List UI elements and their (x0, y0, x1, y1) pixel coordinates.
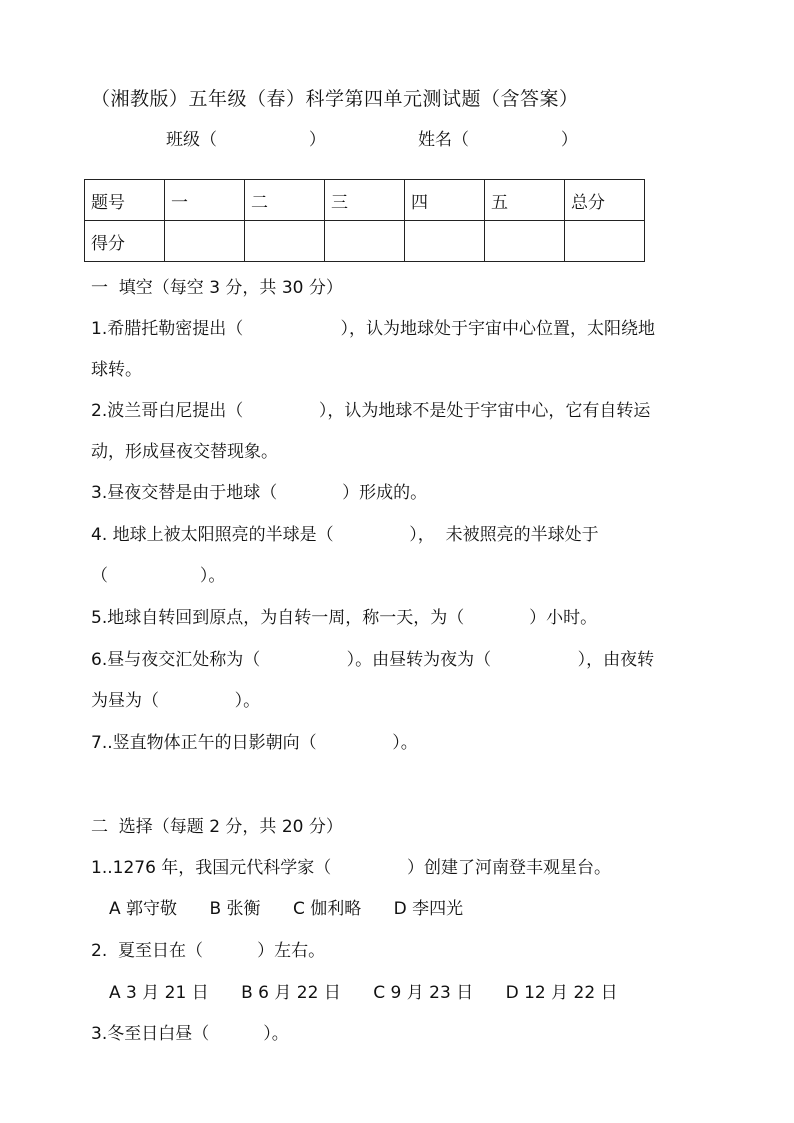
section1-heading: 一 填空（每空 3 分，共 30 分） (91, 278, 343, 298)
score-row-label: 得分 (85, 221, 165, 262)
question-line: 球转。 (91, 360, 142, 380)
score-cell[interactable] (405, 221, 485, 262)
score-cell[interactable] (485, 221, 565, 262)
question-line: 3.昼夜交替是由于地球（ ）形成的。 (91, 483, 428, 503)
page-title: （湘教版）五年级（春）科学第四单元测试题（含答案） (91, 88, 579, 110)
score-cell[interactable] (325, 221, 405, 262)
score-cell[interactable] (165, 221, 245, 262)
score-table-header-cell: 总分 (565, 180, 645, 221)
score-table-header-cell: 二 (245, 180, 325, 221)
question-line: 2.波兰哥白尼提出（ ），认为地球不是处于宇宙中心，它有自转运 (91, 401, 651, 421)
question-line: 动，形成昼夜交替现象。 (91, 442, 278, 462)
score-cell[interactable] (245, 221, 325, 262)
section2-heading: 二 选择（每题 2 分，共 20 分） (91, 817, 343, 837)
class-field: 班级（ ） (166, 130, 326, 150)
name-field: 姓名（ ） (418, 130, 578, 150)
score-table-score-row (85, 221, 645, 262)
choice-options: A 郭守敬 B 张衡 C 伽利略 D 李四光 (109, 899, 464, 919)
question-line: 6.昼与夜交汇处称为（ ）。由昼转为夜为（ ），由夜转 (91, 650, 655, 670)
question-line: 4. 地球上被太阳照亮的半球是（ ）， 未被照亮的半球处于 (91, 525, 599, 545)
score-cell[interactable] (565, 221, 645, 262)
question-line: 1..1276 年，我国元代科学家（ ）创建了河南登丰观星台。 (91, 858, 611, 878)
question-line: 7..竖直物体正午的日影朝向（ ）。 (91, 733, 418, 753)
score-table-header-cell: 五 (485, 180, 565, 221)
score-table-header-cell: 一 (165, 180, 245, 221)
score-table-header-cell: 三 (325, 180, 405, 221)
question-line: 为昼为（ ）。 (91, 691, 261, 711)
question-line: 1.希腊托勒密提出（ ），认为地球处于宇宙中心位置，太阳绕地 (91, 319, 655, 339)
question-line: （ ）。 (91, 566, 226, 586)
score-table-header-cell: 四 (405, 180, 485, 221)
choice-options: A 3 月 21 日 B 6 月 22 日 C 9 月 23 日 D 12 月 22 日 (109, 983, 618, 1003)
question-line: 2. 夏至日在（ ）左右。 (91, 941, 326, 961)
score-table (84, 179, 645, 262)
question-line: 3.冬至日白昼（ ）。 (91, 1024, 289, 1044)
question-line: 5.地球自转回到原点，为自转一周，称一天，为（ ）小时。 (91, 608, 598, 628)
score-table-header-row (85, 180, 645, 221)
score-table-header-cell: 题号 (85, 180, 165, 221)
